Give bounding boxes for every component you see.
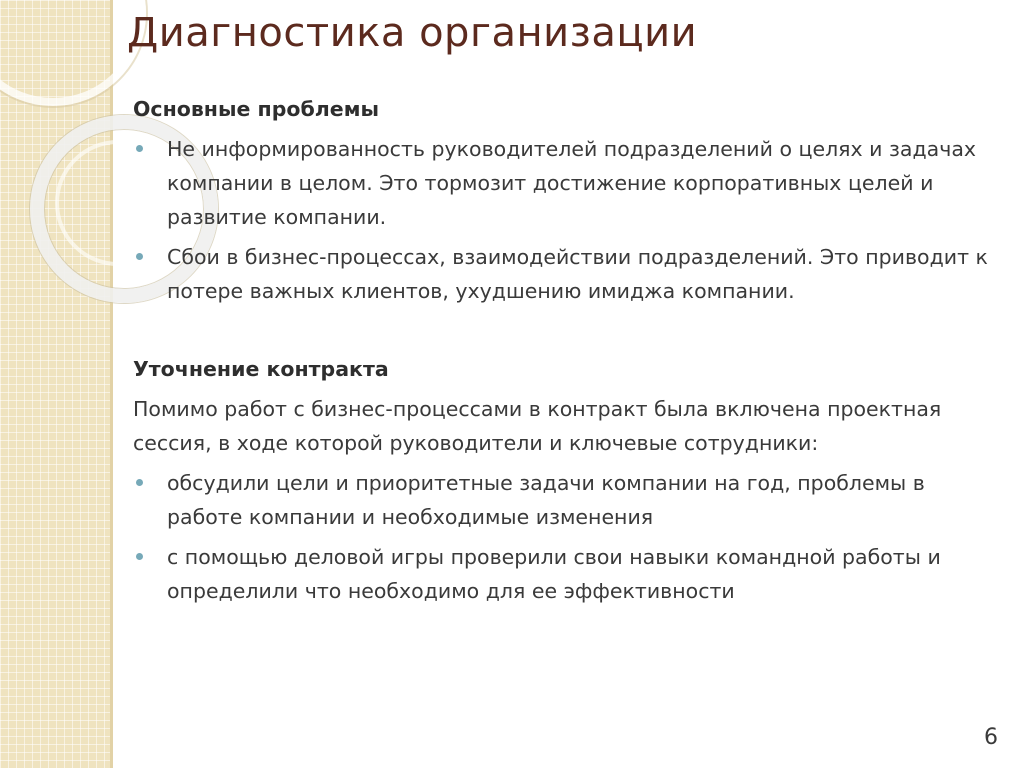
list-item — [133, 466, 1003, 534]
section-heading-problems: Основные проблемы — [133, 97, 379, 121]
contract-list — [133, 466, 1003, 608]
bullet-dot-icon — [136, 479, 143, 486]
list-item-text: Сбои в бизнес-процессах, взаимодействии подразделений. Это приводит к потере важных клиентов, ухудшению имиджа компании. — [167, 245, 988, 303]
decorative-grid-band — [0, 0, 113, 768]
slide-title: Диагностика организации — [127, 10, 698, 56]
list-item-text: Не информированность руководителей подразделений о целях и задачах компании в целом. Это тормозит достижение корпоративных целей и развитие компании. — [167, 137, 977, 229]
list-item-text: обсудили цели и приоритетные задачи компании на год, проблемы в работе компании и необходимые изменения — [167, 471, 925, 529]
slide-content — [133, 92, 1003, 614]
problems-list — [133, 132, 1003, 308]
list-item — [133, 132, 1003, 234]
bullet-dot-icon — [136, 145, 143, 152]
contract-paragraph: Помимо работ с бизнес-процессами в контракт была включена проектная сессия, в ходе которой руководители и ключевые сотрудники: — [133, 397, 942, 455]
list-item — [133, 240, 1003, 308]
bullet-dot-icon — [136, 553, 143, 560]
decorative-ring-top — [0, 0, 146, 106]
list-item-text: с помощью деловой игры проверили свои навыки командной работы и определили что необходимо для ее эффективности — [167, 545, 941, 603]
list-item — [133, 540, 1003, 608]
section-heading-contract: Уточнение контракта — [133, 357, 389, 381]
bullet-dot-icon — [136, 253, 143, 260]
page-number: 6 — [984, 725, 998, 750]
spacer — [133, 314, 1003, 352]
